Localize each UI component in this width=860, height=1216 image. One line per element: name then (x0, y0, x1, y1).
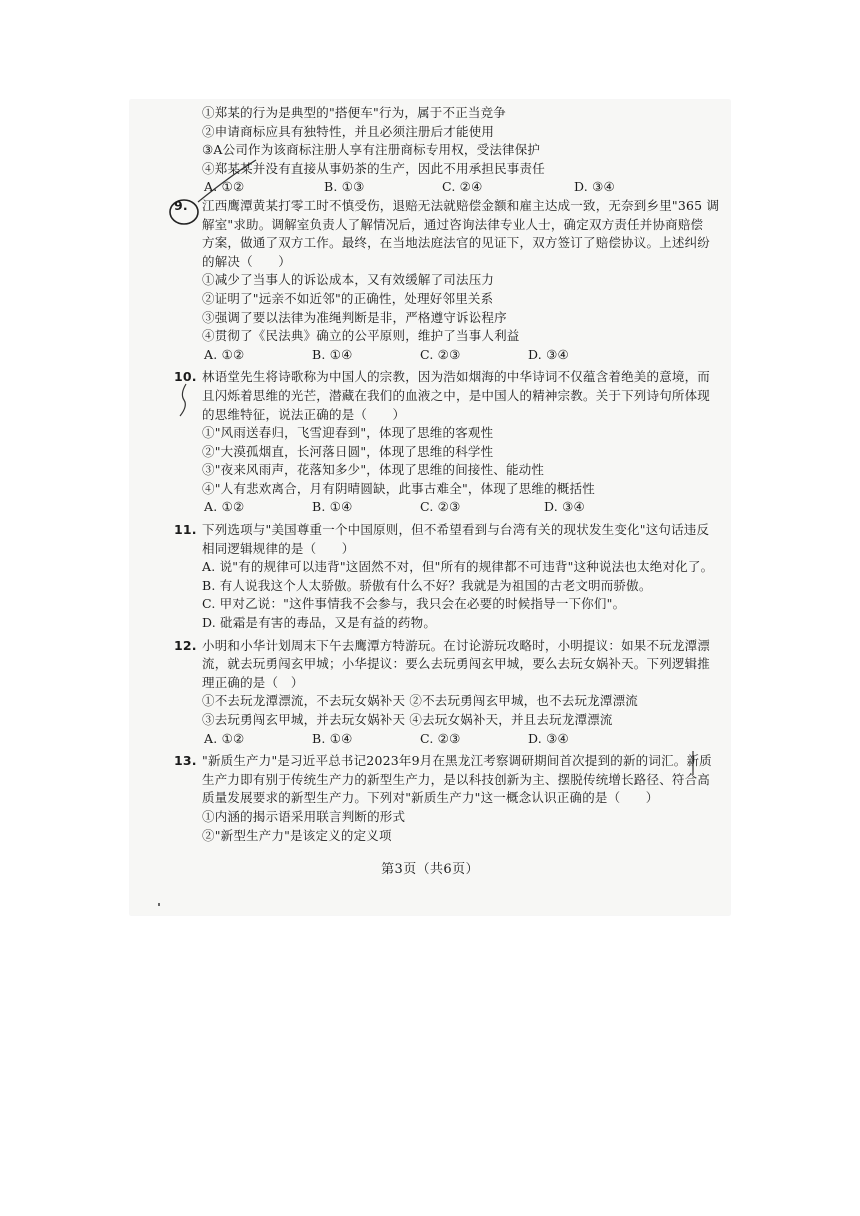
q10-stem-line-2: 且闪烁着思维的光芒，潜藏在我们的血液之中，是中国人的精神宗教。关于下列诗句所体现 (202, 387, 711, 403)
q12-options (202, 730, 730, 749)
q10-item-3: ③"夜来风雨声，花落知多少"，体现了思维的间接性、能动性 (202, 462, 545, 478)
q13-stem-line-2: 生产力即有别于传统生产力的新型生产力，是以科技创新为主、摆脱传统增长路径、符合高 (202, 771, 711, 787)
q13-stem-line-3: 质量发展要求的新型生产力。下列对"新质生产力"这一概念认识正确的是（ ） (202, 790, 659, 806)
q12-option-c: C. ②③ (420, 730, 461, 746)
q12-option-d: D. ③④ (528, 730, 569, 746)
q9-number: 9. (174, 197, 188, 213)
scan-speck (158, 903, 160, 906)
q10-option-c: C. ②③ (420, 499, 461, 515)
q10-number: 10. (174, 369, 197, 385)
q11-option-b: B. 有人说我这个人太骄傲。骄傲有什么不好？我就是为祖国的古老文明而骄傲。 (202, 577, 652, 593)
q13-block (174, 752, 730, 845)
q9-option-c: C. ②③ (420, 346, 461, 362)
q8-option-a: A. ①② (204, 179, 245, 195)
q9-stem-line-4: 的解决（ ） (202, 253, 291, 269)
q8-item-1: ①郑某的行为是典型的"搭便车"行为，属于不正当竞争 (202, 105, 506, 120)
q12-block (174, 637, 730, 749)
q12-stem-line-3: 理正确的是（ ） (202, 674, 304, 690)
q10-item-1: ①"风雨送春归，飞雪迎春到"，体现了思维的客观性 (202, 425, 494, 441)
q11-stem-line-2: 相同逻辑规律的是（ ） (202, 540, 355, 556)
q12-option-a: A. ①② (204, 730, 245, 746)
q12-option-b: B. ①④ (312, 730, 353, 746)
q13-stem-line-1: "新质生产力"是习近平总书记2023年9月在黑龙江考察调研期间首次提到的新的词汇。新质 (202, 753, 712, 769)
q9-stem-line-3: 方案，做通了双方工作。最终，在当地法庭法官的见证下，双方签订了赔偿协议。上述纠纷 (202, 235, 711, 251)
q10-options (202, 498, 730, 517)
q8-options (202, 178, 730, 197)
q12-stem-line-2: 流，就去玩勇闯玄甲城；小华提议：要么去玩勇闯玄甲城，要么去玩女娲补天。下列逻辑推 (202, 656, 711, 672)
q8-item-4: ④郑某某并没有直接从事奶茶的生产，因此不用承担民事责任 (202, 160, 545, 176)
q10-option-d: D. ③④ (544, 499, 585, 515)
q9-option-d: D. ③④ (528, 346, 569, 362)
q10-option-b: B. ①④ (312, 499, 353, 515)
q13-item-1: ①内涵的揭示语采用联言判断的形式 (202, 808, 406, 824)
question-content (174, 104, 730, 845)
exam-page (130, 100, 730, 915)
q12-item-2: ③去玩勇闯玄甲城，并去玩女娲补天 ④去玩女娲补天，并且去玩龙潭漂流 (202, 712, 613, 727)
q10-item-4: ④"人有悲欢离合，月有阴晴圆缺，此事古难全"，体现了思维的概括性 (202, 480, 595, 496)
q8-option-c: C. ②④ (442, 179, 483, 195)
q10-option-a: A. ①② (204, 499, 245, 515)
q12-stem-line-1: 小明和小华计划周末下午去鹰潭方特游玩。在讨论游玩攻略时，小明提议：如果不玩龙潭漂 (202, 637, 711, 653)
q9-item-4: ④贯彻了《民法典》确立的公平原则，维护了当事人利益 (202, 328, 520, 344)
q9-item-2: ②证明了"远亲不如近邻"的正确性，处理好邻里关系 (202, 290, 494, 306)
q11-option-c: C. 甲对乙说："这件事情我不会参与，我只会在必要的时候指导一下你们"。 (202, 596, 626, 612)
q9-block (174, 197, 730, 364)
q11-block (174, 521, 730, 633)
q11-option-d: D. 砒霜是有害的毒品，又是有益的药物。 (202, 615, 437, 631)
q10-stem-line-1: 林语堂先生将诗歌称为中国人的宗教，因为浩如烟海的中华诗词不仅蕴含着绝美的意境，而 (202, 369, 711, 385)
q12-number: 12. (174, 637, 197, 653)
q13-item-2: ②"新型生产力"是该定义的定义项 (202, 827, 392, 843)
q10-stem-line-3: 的思维特征，说法正确的是（ ） (202, 406, 406, 422)
q8-block (202, 104, 730, 197)
q11-number: 11. (174, 522, 197, 538)
q9-item-3: ③强调了要以法律为准绳判断是非，严格遵守诉讼程序 (202, 309, 507, 325)
q9-item-1: ①减少了当事人的诉讼成本，又有效缓解了司法压力 (202, 272, 495, 288)
page-footer: 第3页（共6页） (381, 862, 479, 877)
q10-item-2: ②"大漠孤烟直，长河落日圆"，体现了思维的科学性 (202, 443, 494, 459)
q8-item-2: ②申请商标应具有独特性，并且必须注册后才能使用 (202, 123, 495, 139)
q11-stem-line-1: 下列选项与"美国尊重一个中国原则，但不希望看到与台湾有关的现状发生变化"这句话违反 (202, 522, 710, 538)
q9-stem-line-1: 江西鹰潭黄某打零工时不慎受伤，退赔无法就赔偿金额和雇主达成一致，无奈到乡里"365 调 (202, 197, 720, 213)
q9-stem-line-2: 解室"求助。调解室负责人了解情况后，通过咨询法律专业人士，确定双方责任并协商赔偿 (202, 216, 704, 232)
q12-item-1: ①不去玩龙潭漂流，不去玩女娲补天 ②不去玩勇闯玄甲城，也不去玩龙潭漂流 (202, 693, 638, 709)
q8-option-b: B. ①③ (324, 179, 365, 195)
q9-option-b: B. ①④ (312, 346, 353, 362)
q8-item-3: ③A公司作为该商标注册人享有注册商标专用权，受法律保护 (202, 142, 541, 158)
q13-number: 13. (174, 753, 197, 769)
q9-option-a: A. ①② (204, 346, 245, 362)
q8-option-d: D. ③④ (574, 179, 615, 195)
q11-option-a: A. 说"有的规律可以违背"这固然不对，但"所有的规律都不可违背"这种说法也太绝对化了。 (202, 559, 714, 575)
q9-options (202, 346, 730, 365)
q10-block (174, 368, 730, 517)
